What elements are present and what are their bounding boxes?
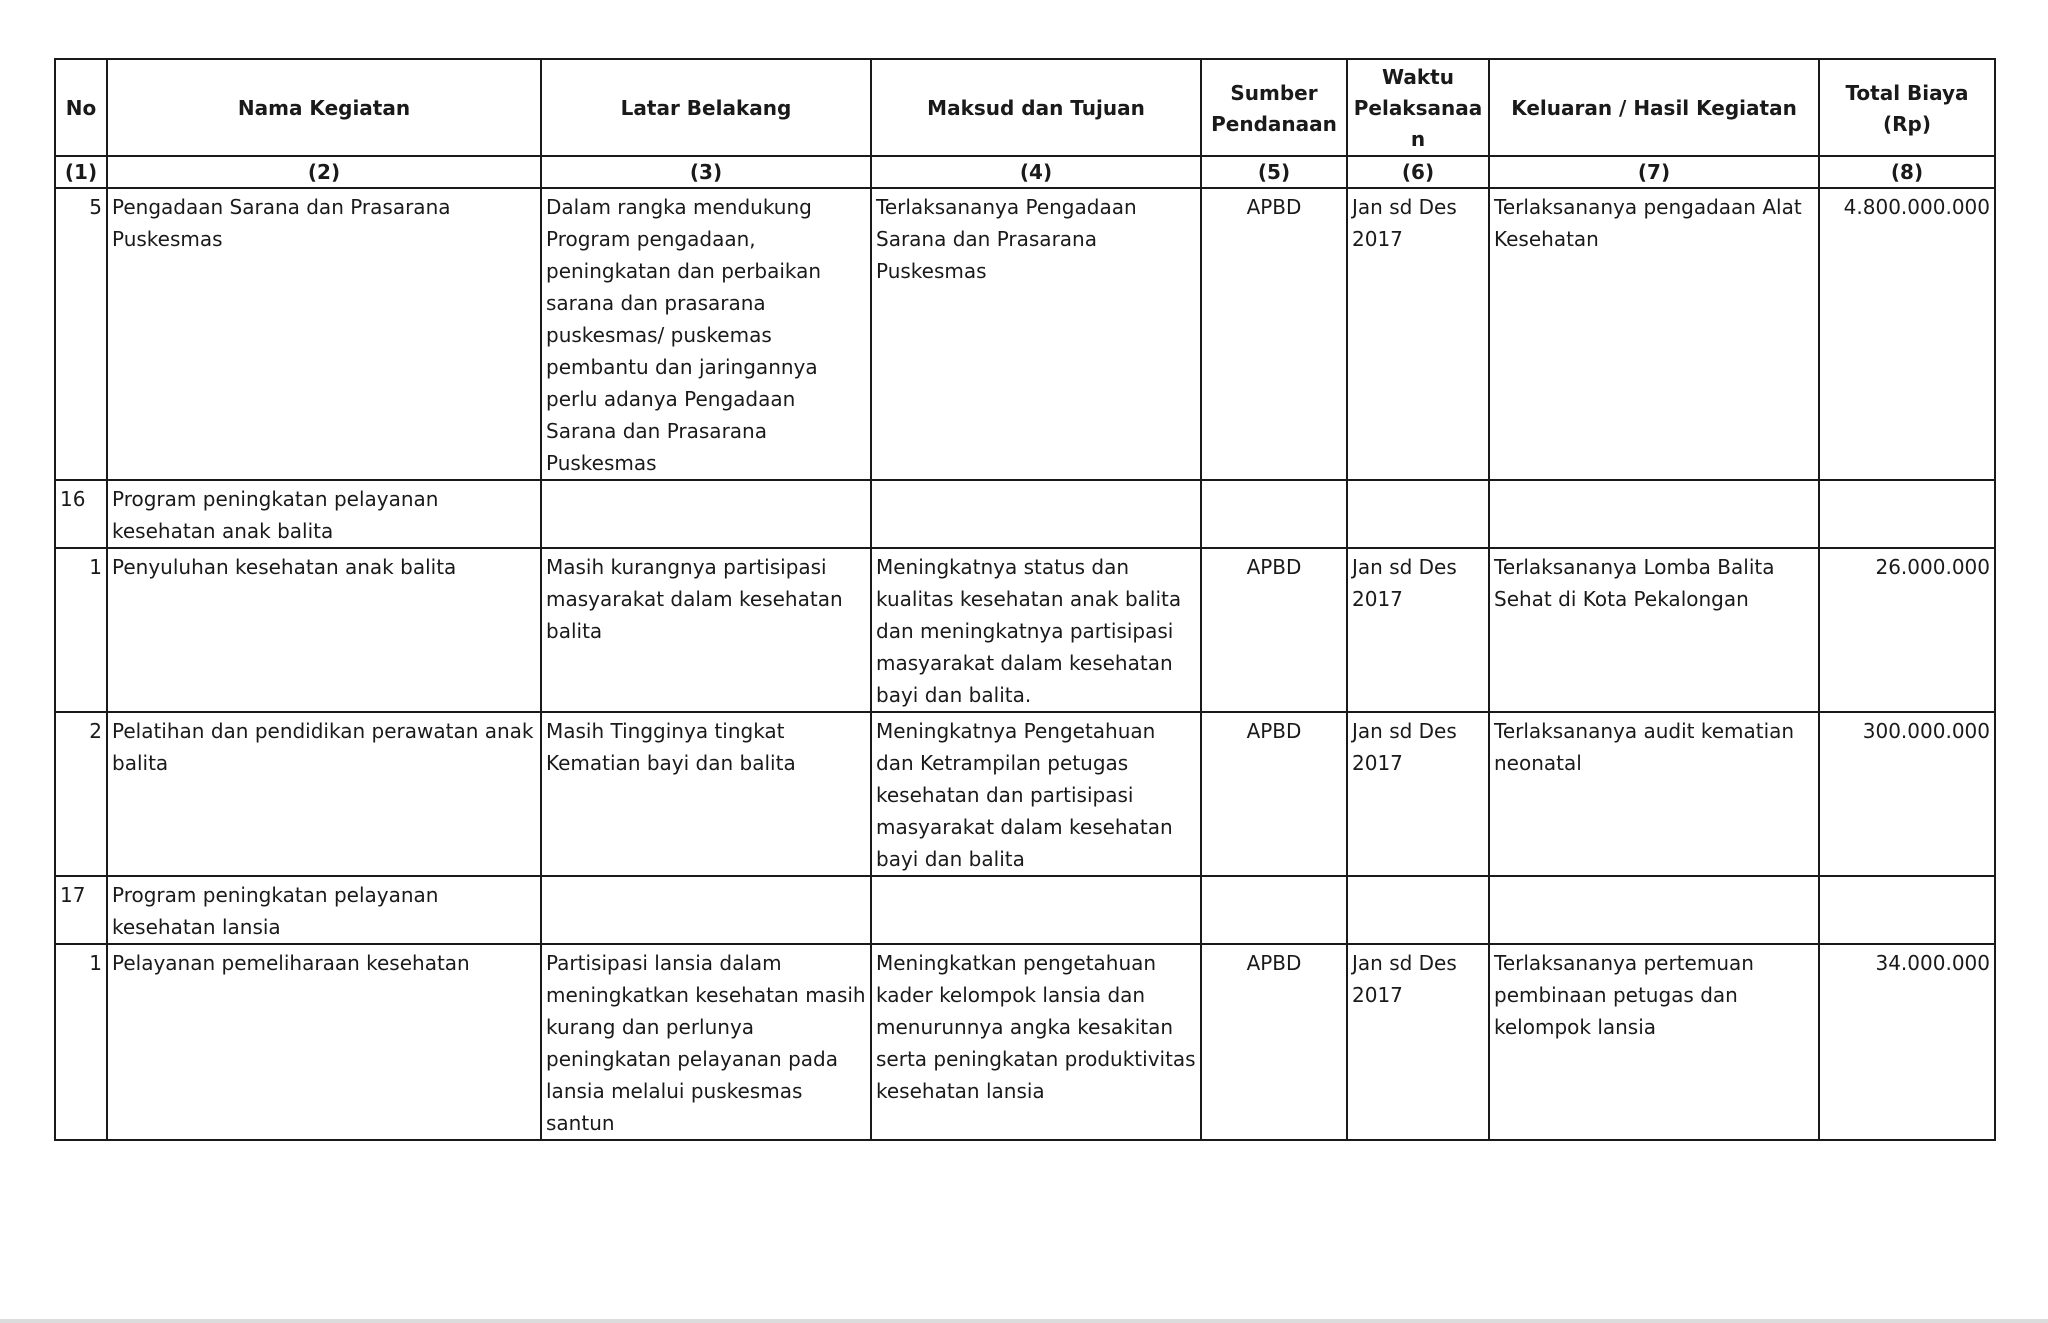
- header-latar-belakang: Latar Belakang: [541, 59, 871, 156]
- document-page: [54, 58, 1994, 1141]
- cell-empty: [1347, 876, 1489, 944]
- cell-sumber-pendanaan: APBD: [1201, 712, 1347, 876]
- header-keluaran: Keluaran / Hasil Kegiatan: [1489, 59, 1819, 156]
- cell-no: 17: [55, 876, 107, 944]
- table-row: [55, 712, 1995, 876]
- cell-total-biaya: 26.000.000: [1819, 548, 1995, 712]
- cell-nama-program: Program peningkatan pelayanan kesehatan lansia: [107, 876, 541, 944]
- cell-no: 5: [55, 188, 107, 480]
- cell-empty: [1489, 876, 1819, 944]
- cell-empty: [541, 480, 871, 548]
- table-row: [55, 944, 1995, 1140]
- cell-latar-belakang: Masih Tingginya tingkat Kematian bayi dan balita: [541, 712, 871, 876]
- cell-maksud-tujuan: Terlaksananya Pengadaan Sarana dan Prasarana Puskesmas: [871, 188, 1201, 480]
- cell-nama-kegiatan: Penyuluhan kesehatan anak balita: [107, 548, 541, 712]
- cell-waktu-pelaksanaan: Jan sd Des 2017: [1347, 188, 1489, 480]
- column-number: (3): [541, 156, 871, 188]
- header-maksud-tujuan: Maksud dan Tujuan: [871, 59, 1201, 156]
- cell-sumber-pendanaan: APBD: [1201, 548, 1347, 712]
- cell-latar-belakang: Dalam rangka mendukung Program pengadaan, peningkatan dan perbaikan sarana dan prasarana puskesmas/ puskemas pembantu dan jaringannya perlu adanya Pengadaan Sarana dan Prasarana Puskesmas: [541, 188, 871, 480]
- header-sumber-pendanaan: Sumber Pendanaan: [1201, 59, 1347, 156]
- cell-total-biaya: 34.000.000: [1819, 944, 1995, 1140]
- activity-table: [54, 58, 1996, 1141]
- cell-waktu-pelaksanaan: Jan sd Des 2017: [1347, 944, 1489, 1140]
- cell-empty: [1347, 480, 1489, 548]
- cell-keluaran: Terlaksananya pengadaan Alat Kesehatan: [1489, 188, 1819, 480]
- cell-latar-belakang: Partisipasi lansia dalam meningkatkan kesehatan masih kurang dan perlunya peningkatan pelayanan pada lansia melalui puskesmas santun: [541, 944, 871, 1140]
- cell-empty: [541, 876, 871, 944]
- header-total-biaya: Total Biaya (Rp): [1819, 59, 1995, 156]
- cell-no: 16: [55, 480, 107, 548]
- cell-total-biaya: 300.000.000: [1819, 712, 1995, 876]
- cell-nama-kegiatan: Pengadaan Sarana dan Prasarana Puskesmas: [107, 188, 541, 480]
- header-waktu-pelaksanaan: Waktu Pelaksanaan: [1347, 59, 1489, 156]
- cell-empty: [1201, 480, 1347, 548]
- scan-bottom-edge: [0, 1319, 2048, 1323]
- cell-maksud-tujuan: Meningkatnya status dan kualitas kesehatan anak balita dan meningkatnya partisipasi masyarakat dalam kesehatan bayi dan balita.: [871, 548, 1201, 712]
- cell-keluaran: Terlaksananya audit kematian neonatal: [1489, 712, 1819, 876]
- cell-no: 1: [55, 944, 107, 1140]
- column-number: (5): [1201, 156, 1347, 188]
- cell-no: 1: [55, 548, 107, 712]
- cell-keluaran: Terlaksananya pertemuan pembinaan petugas dan kelompok lansia: [1489, 944, 1819, 1140]
- cell-sumber-pendanaan: APBD: [1201, 188, 1347, 480]
- column-number-row: [55, 156, 1995, 188]
- column-number: (4): [871, 156, 1201, 188]
- cell-keluaran: Terlaksananya Lomba Balita Sehat di Kota Pekalongan: [1489, 548, 1819, 712]
- cell-empty: [1819, 480, 1995, 548]
- cell-waktu-pelaksanaan: Jan sd Des 2017: [1347, 712, 1489, 876]
- cell-no: 2: [55, 712, 107, 876]
- column-number: (1): [55, 156, 107, 188]
- program-row: [55, 480, 1995, 548]
- column-number: (7): [1489, 156, 1819, 188]
- cell-empty: [871, 876, 1201, 944]
- header-row: [55, 59, 1995, 156]
- cell-empty: [1201, 876, 1347, 944]
- column-number: (6): [1347, 156, 1489, 188]
- program-row: [55, 876, 1995, 944]
- cell-maksud-tujuan: Meningkatnya Pengetahuan dan Ketrampilan petugas kesehatan dan partisipasi masyarakat dalam kesehatan bayi dan balita: [871, 712, 1201, 876]
- cell-empty: [1489, 480, 1819, 548]
- header-no: No: [55, 59, 107, 156]
- cell-nama-kegiatan: Pelatihan dan pendidikan perawatan anak balita: [107, 712, 541, 876]
- cell-total-biaya: 4.800.000.000: [1819, 188, 1995, 480]
- cell-waktu-pelaksanaan: Jan sd Des 2017: [1347, 548, 1489, 712]
- column-number: (2): [107, 156, 541, 188]
- cell-latar-belakang: Masih kurangnya partisipasi masyarakat dalam kesehatan balita: [541, 548, 871, 712]
- cell-nama-kegiatan: Pelayanan pemeliharaan kesehatan: [107, 944, 541, 1140]
- cell-maksud-tujuan: Meningkatkan pengetahuan kader kelompok lansia dan menurunnya angka kesakitan serta peningkatan produktivitas kesehatan lansia: [871, 944, 1201, 1140]
- cell-empty: [871, 480, 1201, 548]
- table-row: [55, 548, 1995, 712]
- cell-sumber-pendanaan: APBD: [1201, 944, 1347, 1140]
- header-nama-kegiatan: Nama Kegiatan: [107, 59, 541, 156]
- cell-empty: [1819, 876, 1995, 944]
- column-number: (8): [1819, 156, 1995, 188]
- table-row: [55, 188, 1995, 480]
- cell-nama-program: Program peningkatan pelayanan kesehatan anak balita: [107, 480, 541, 548]
